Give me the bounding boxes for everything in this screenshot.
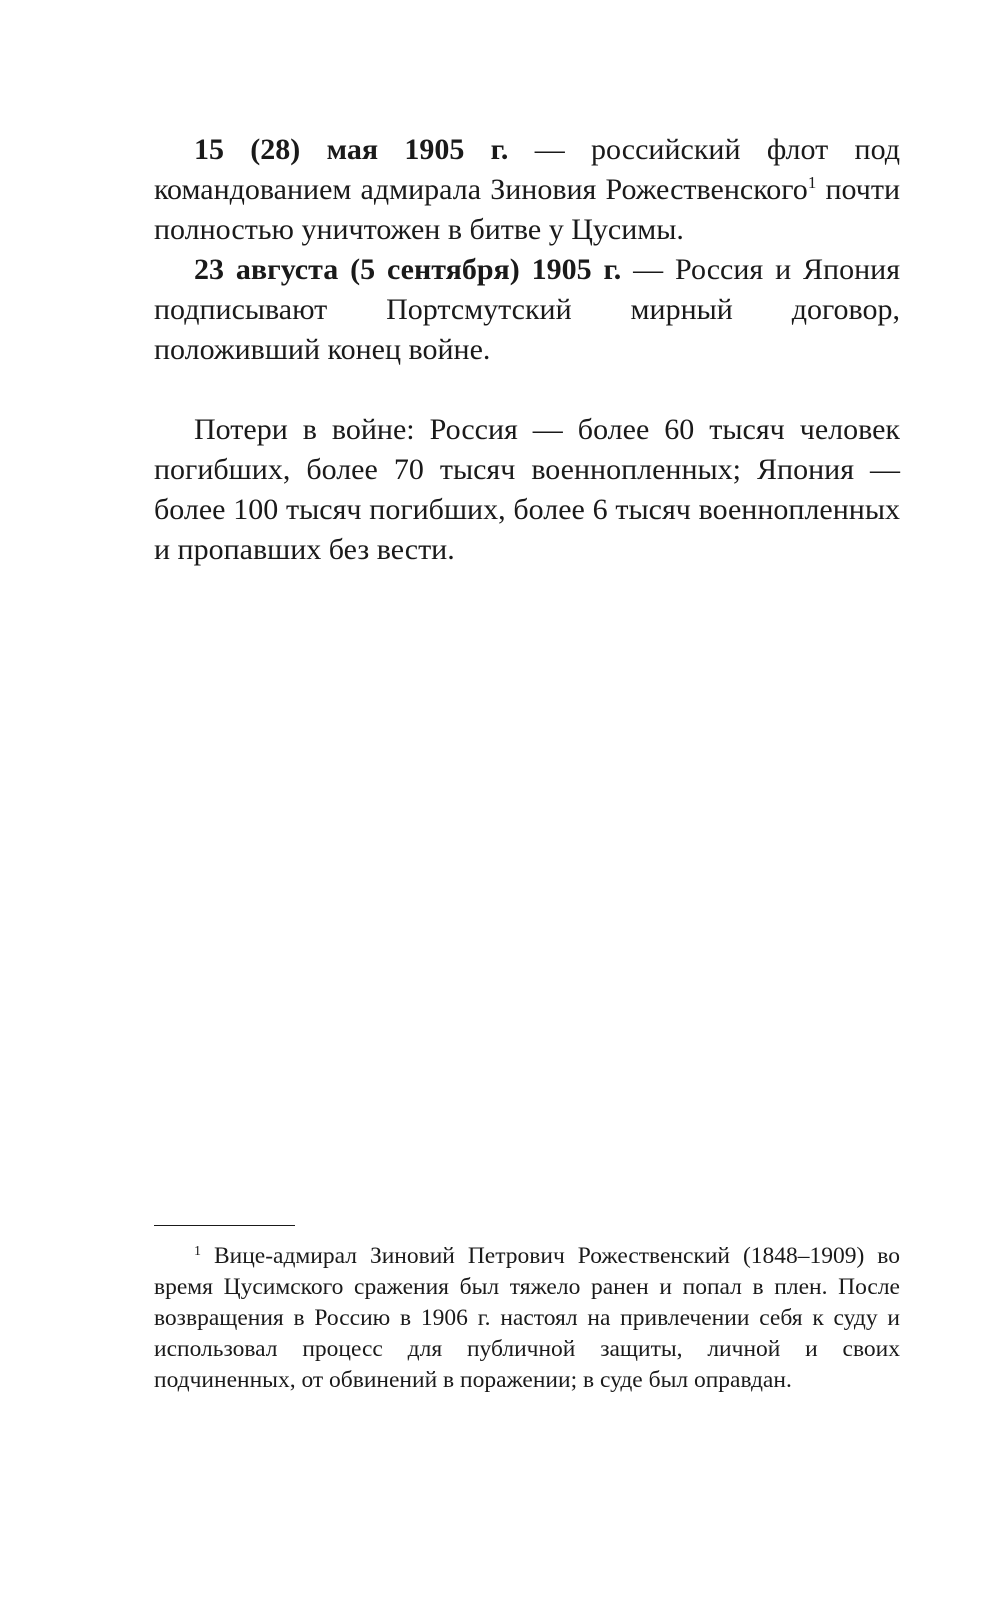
footnote [154, 1241, 900, 1396]
entry-text-continued: почти полностью уничтожен в битве у Цусимы. [154, 173, 901, 246]
footnote-number: 1 [194, 1244, 201, 1259]
footnote-text: Вице-адмирал Зиновий Петрович Рожественский (1848–1909) во время Цусимского сражения был тяжело ранен и попал в плен. После возвращения в Россию в 1906 г. настоял на привлечении себя к суду и использовал процесс для публичной защиты, личной и своих подчиненных, от обвинений в поражении; в суде был оправдан. [154, 1243, 900, 1393]
entry-text: — российский флот под командованием адмирала Зиновия Рожественского [154, 133, 900, 206]
chronology-entry-portsmouth [154, 250, 900, 370]
entry-text: — Россия и Япония подписывают Портсмутский мирный договор, положивший конец войне. [154, 253, 900, 366]
entry-date: 23 августа (5 сентября) 1905 г. [194, 253, 622, 286]
main-text [154, 130, 900, 570]
footnote-divider [154, 1225, 295, 1226]
chronology-entry-tsushima [154, 130, 900, 250]
losses-paragraph: Потери в войне: Россия — более 60 тысяч человек погибших, более 70 тысяч военнопленных; Япония — более 100 тысяч погибших, более 6 тысяч военнопленных и пропавших без вести. [154, 413, 900, 566]
footnote-reference: 1 [807, 173, 817, 192]
entry-date: 15 (28) мая 1905 г. [194, 133, 509, 166]
